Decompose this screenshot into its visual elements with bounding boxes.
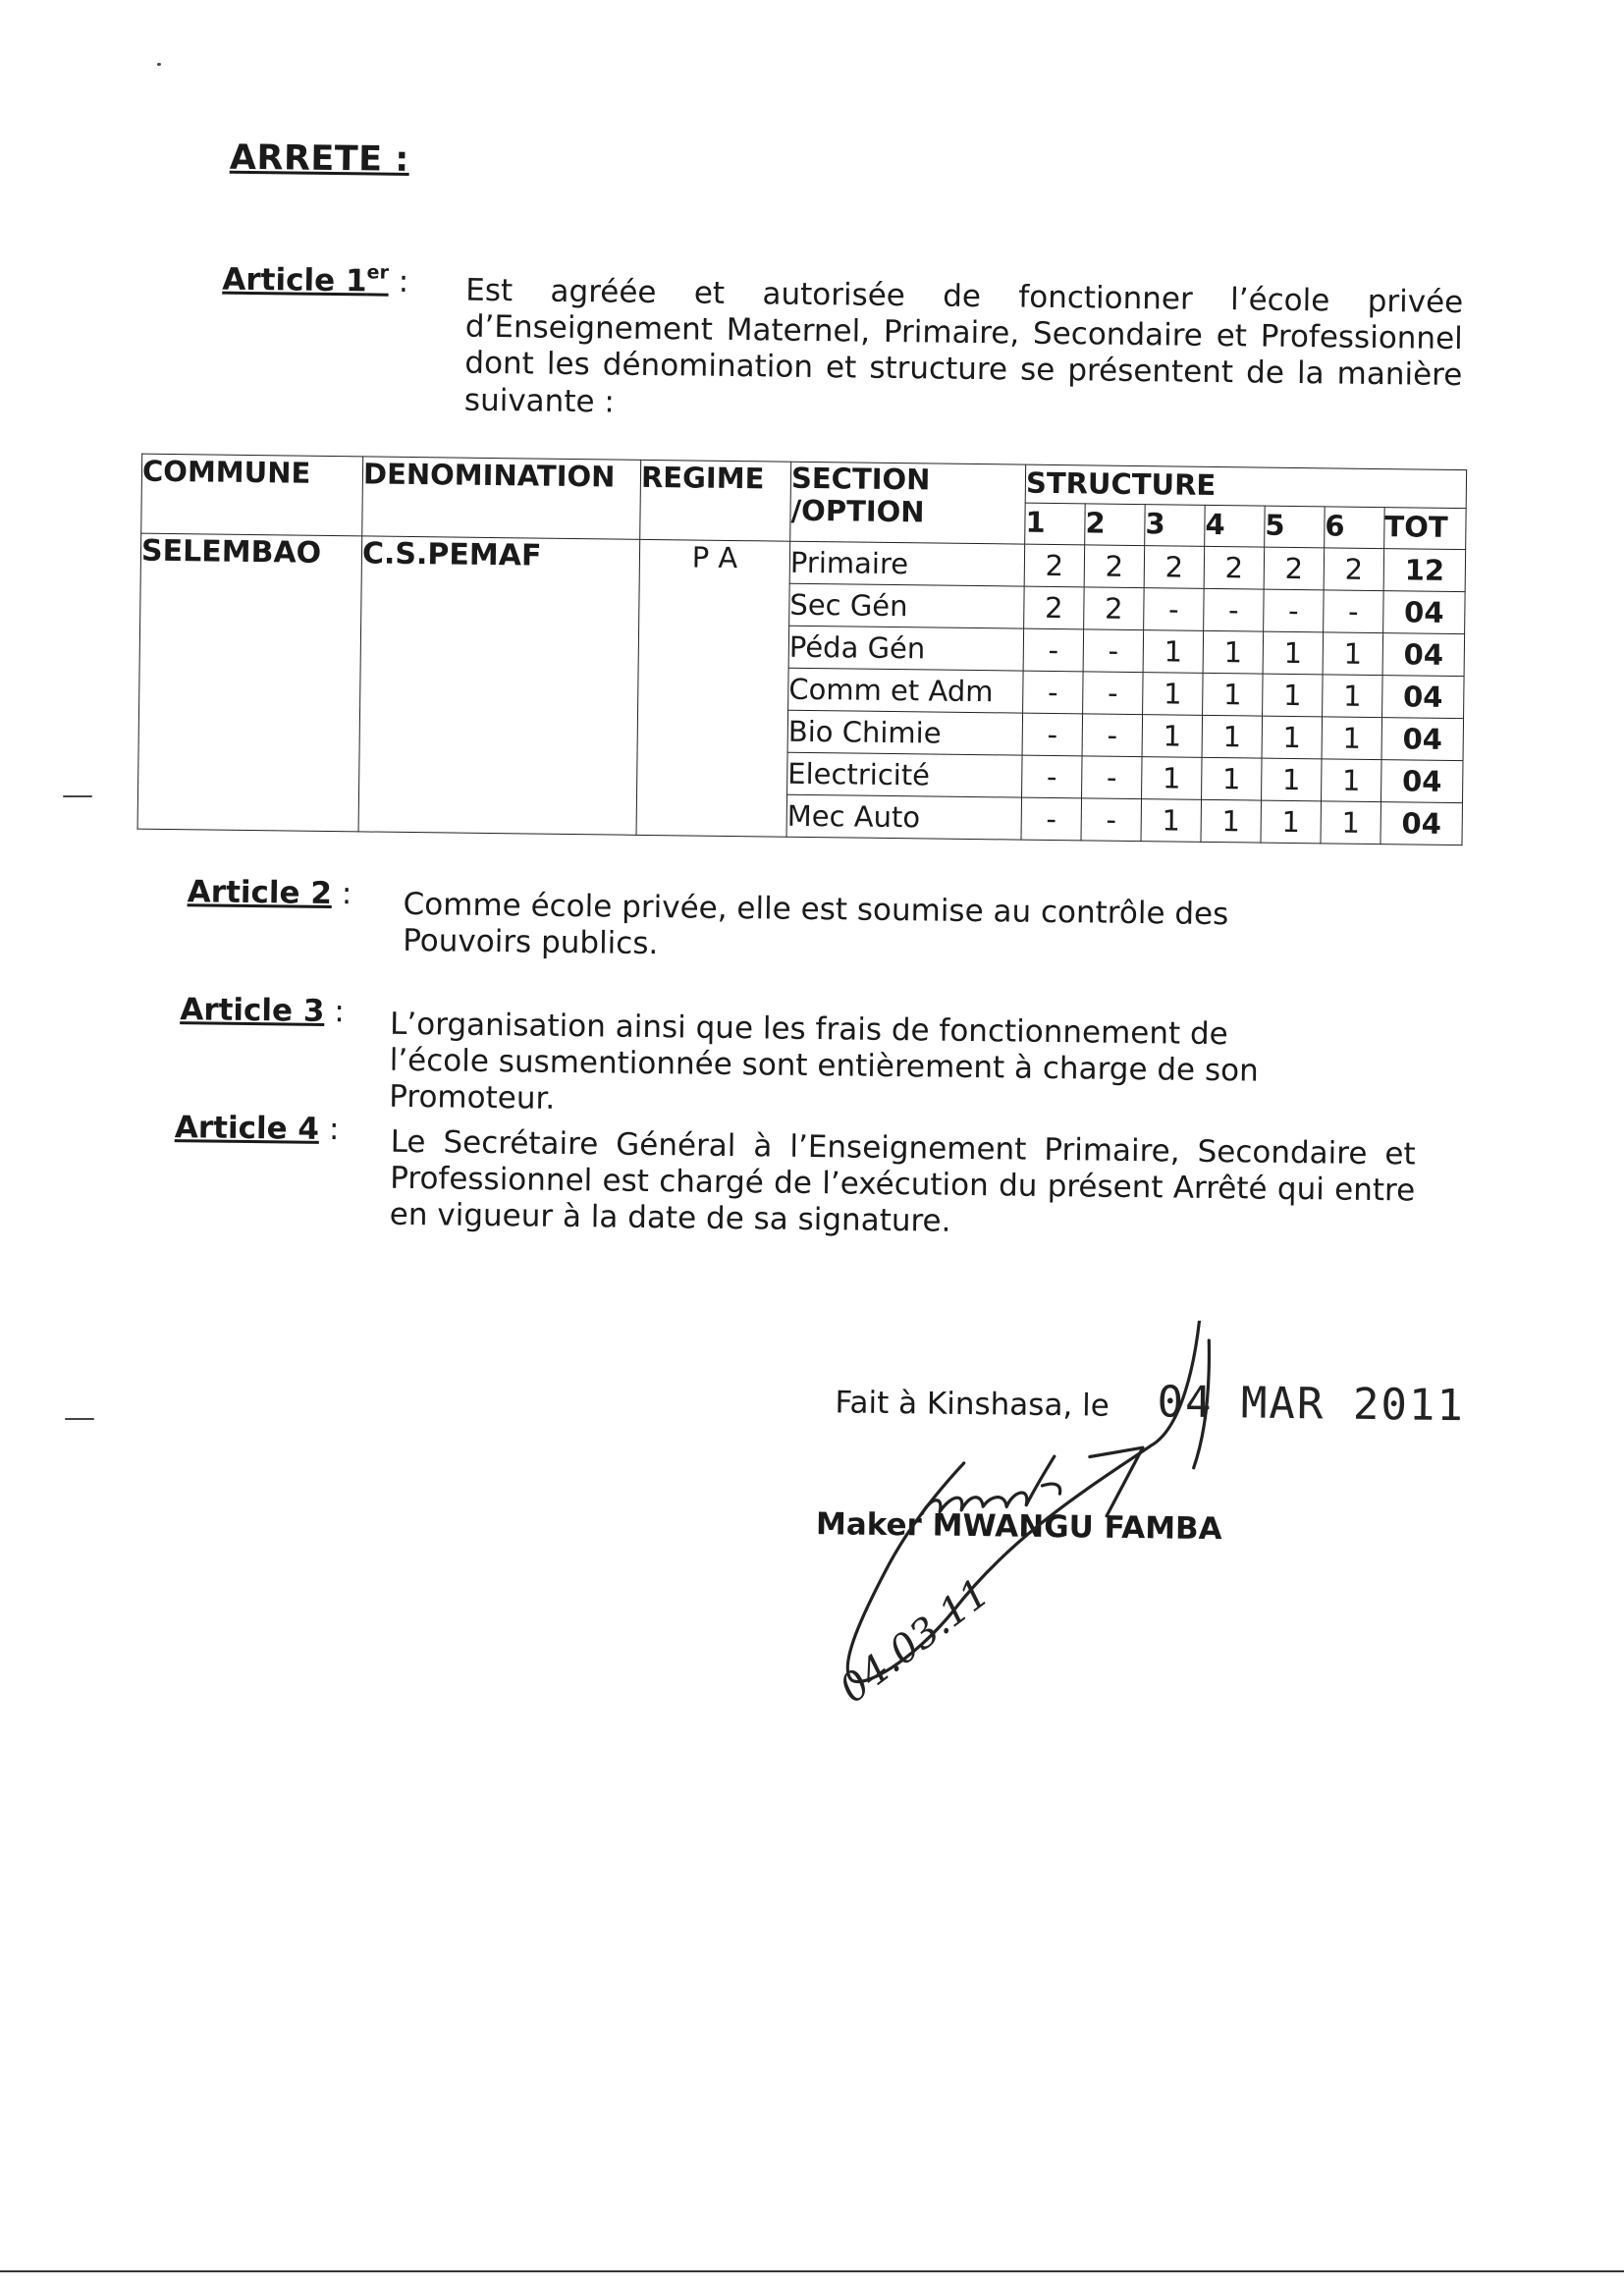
scan-mark xyxy=(65,1418,94,1420)
section-cell: Sec Gén xyxy=(789,583,1025,628)
article-3-text: L’organisation ainsi que les frais de fonctionnement de l’école susmentionnée sont entièrement à charge de son Promoteur. xyxy=(389,1006,1259,1118)
value-cell: - xyxy=(1324,590,1384,633)
value-cell: - xyxy=(1022,755,1083,798)
header-section xyxy=(790,462,1026,544)
denomination-cell: C.S.PEMAF xyxy=(358,536,640,835)
date-stamp: 04 MAR 2011 xyxy=(1157,1377,1466,1432)
value-cell: 1 xyxy=(1261,800,1322,844)
header-year-5: 5 xyxy=(1265,507,1326,548)
signer-name: Maker MWANGU FAMBA xyxy=(815,1506,1222,1548)
document-heading: ARRETE : xyxy=(229,137,410,180)
place-date-text: Fait à Kinshasa, le xyxy=(835,1385,1110,1424)
value-cell: 2 xyxy=(1084,545,1145,588)
handwritten-date: 04.03.11 xyxy=(831,1570,999,1713)
tot-cell: 04 xyxy=(1380,802,1463,845)
commune-cell: SELEMBAO xyxy=(137,533,362,832)
article-3-label: Article 3 : xyxy=(180,992,346,1030)
value-cell: 1 xyxy=(1142,715,1203,758)
article-1-label: Article 1er : xyxy=(222,261,409,300)
value-cell: 1 xyxy=(1323,632,1383,676)
scan-mark xyxy=(63,795,92,797)
header-year-3: 3 xyxy=(1145,505,1206,546)
value-cell: 1 xyxy=(1202,715,1263,758)
value-cell: 1 xyxy=(1203,673,1264,716)
value-cell: 1 xyxy=(1321,801,1381,845)
value-cell: 1 xyxy=(1322,759,1382,802)
value-cell: - xyxy=(1264,589,1325,632)
value-cell: 1 xyxy=(1262,716,1323,759)
header-year-2: 2 xyxy=(1085,504,1146,545)
section-cell: Bio Chimie xyxy=(787,710,1023,755)
value-cell: - xyxy=(1082,714,1143,757)
header-year-6: 6 xyxy=(1325,507,1385,548)
article-1-title: Article 1er xyxy=(222,261,390,300)
structure-table xyxy=(137,454,1468,845)
header-regime: REGIME xyxy=(640,460,791,541)
scan-edge-line xyxy=(0,2270,1624,2272)
scan-speck xyxy=(157,63,161,66)
handwritten-signature xyxy=(793,1316,1309,1734)
regime-cell: P A xyxy=(636,539,790,837)
value-cell: - xyxy=(1083,672,1144,715)
value-cell: 2 xyxy=(1024,586,1085,629)
value-cell: - xyxy=(1021,797,1082,841)
value-cell: 1 xyxy=(1141,799,1202,843)
article-4-title: Article 4 xyxy=(174,1110,320,1147)
value-cell: 1 xyxy=(1202,757,1263,800)
header-year-1: 1 xyxy=(1025,504,1086,545)
header-year-4: 4 xyxy=(1205,506,1266,547)
value-cell: 2 xyxy=(1144,546,1205,589)
header-denomination: DENOMINATION xyxy=(362,457,641,539)
section-cell: Péda Gén xyxy=(788,626,1024,671)
article-2-title: Article 2 xyxy=(187,874,333,912)
section-cell: Comm et Adm xyxy=(788,668,1024,713)
value-cell: 1 xyxy=(1263,631,1324,675)
tot-cell: 04 xyxy=(1383,591,1466,634)
value-cell: 2 xyxy=(1204,546,1265,589)
article-4-label: Article 4 : xyxy=(174,1110,340,1148)
header-tot: TOT xyxy=(1384,508,1467,550)
article-4-text: Le Secrétaire Général à l’Enseignement Primaire, Secondaire et Professionnel est chargé de l’exécution du présent Arrêté qui entre en vigueur à la date de sa signature. xyxy=(389,1123,1416,1240)
section-cell: Mec Auto xyxy=(786,794,1022,840)
value-cell: 2 xyxy=(1024,544,1085,587)
value-cell: 1 xyxy=(1322,717,1382,760)
header-commune: COMMUNE xyxy=(141,454,363,536)
value-cell: 2 xyxy=(1264,547,1325,590)
article-1-text: Est agréée et autorisée de fonctionner l’école privée d’Enseignement Maternel, Primaire, Secondaire et Professionnel dont les dénomination et structure se présentent de la manière suivante : xyxy=(463,272,1464,420)
article-2-label: Article 2 : xyxy=(187,874,352,912)
value-cell: 1 xyxy=(1143,630,1204,674)
header-section-label: SECTION /OPTION xyxy=(790,461,931,529)
value-cell: - xyxy=(1022,713,1083,756)
header-structure: STRUCTURE xyxy=(1025,464,1466,509)
section-cell: Primaire xyxy=(789,541,1025,586)
value-cell: - xyxy=(1204,588,1265,631)
value-cell: 1 xyxy=(1262,758,1323,801)
value-cell: - xyxy=(1023,628,1084,672)
value-cell: 1 xyxy=(1203,630,1264,674)
value-cell: 1 xyxy=(1143,673,1204,716)
tot-cell: 04 xyxy=(1382,633,1465,677)
value-cell: - xyxy=(1082,756,1143,799)
value-cell: 2 xyxy=(1084,587,1145,630)
value-cell: 2 xyxy=(1324,548,1384,591)
tot-cell: 04 xyxy=(1382,676,1465,719)
value-cell: - xyxy=(1023,671,1084,714)
value-cell: 1 xyxy=(1201,799,1262,843)
article-2-text: Comme école privée, elle est soumise au contrôle des Pouvoirs publics. xyxy=(402,886,1229,962)
section-cell: Electricité xyxy=(787,752,1023,797)
tot-cell: 04 xyxy=(1380,760,1463,803)
value-cell: 1 xyxy=(1323,675,1383,718)
article-1-sup: er xyxy=(366,261,390,284)
tot-cell: 12 xyxy=(1383,549,1466,592)
value-cell: - xyxy=(1144,588,1205,631)
value-cell: - xyxy=(1081,798,1142,842)
value-cell: 1 xyxy=(1263,674,1324,717)
value-cell: 1 xyxy=(1142,757,1203,800)
article-3-title: Article 3 xyxy=(180,992,325,1029)
value-cell: - xyxy=(1083,629,1144,673)
tot-cell: 04 xyxy=(1381,718,1464,761)
